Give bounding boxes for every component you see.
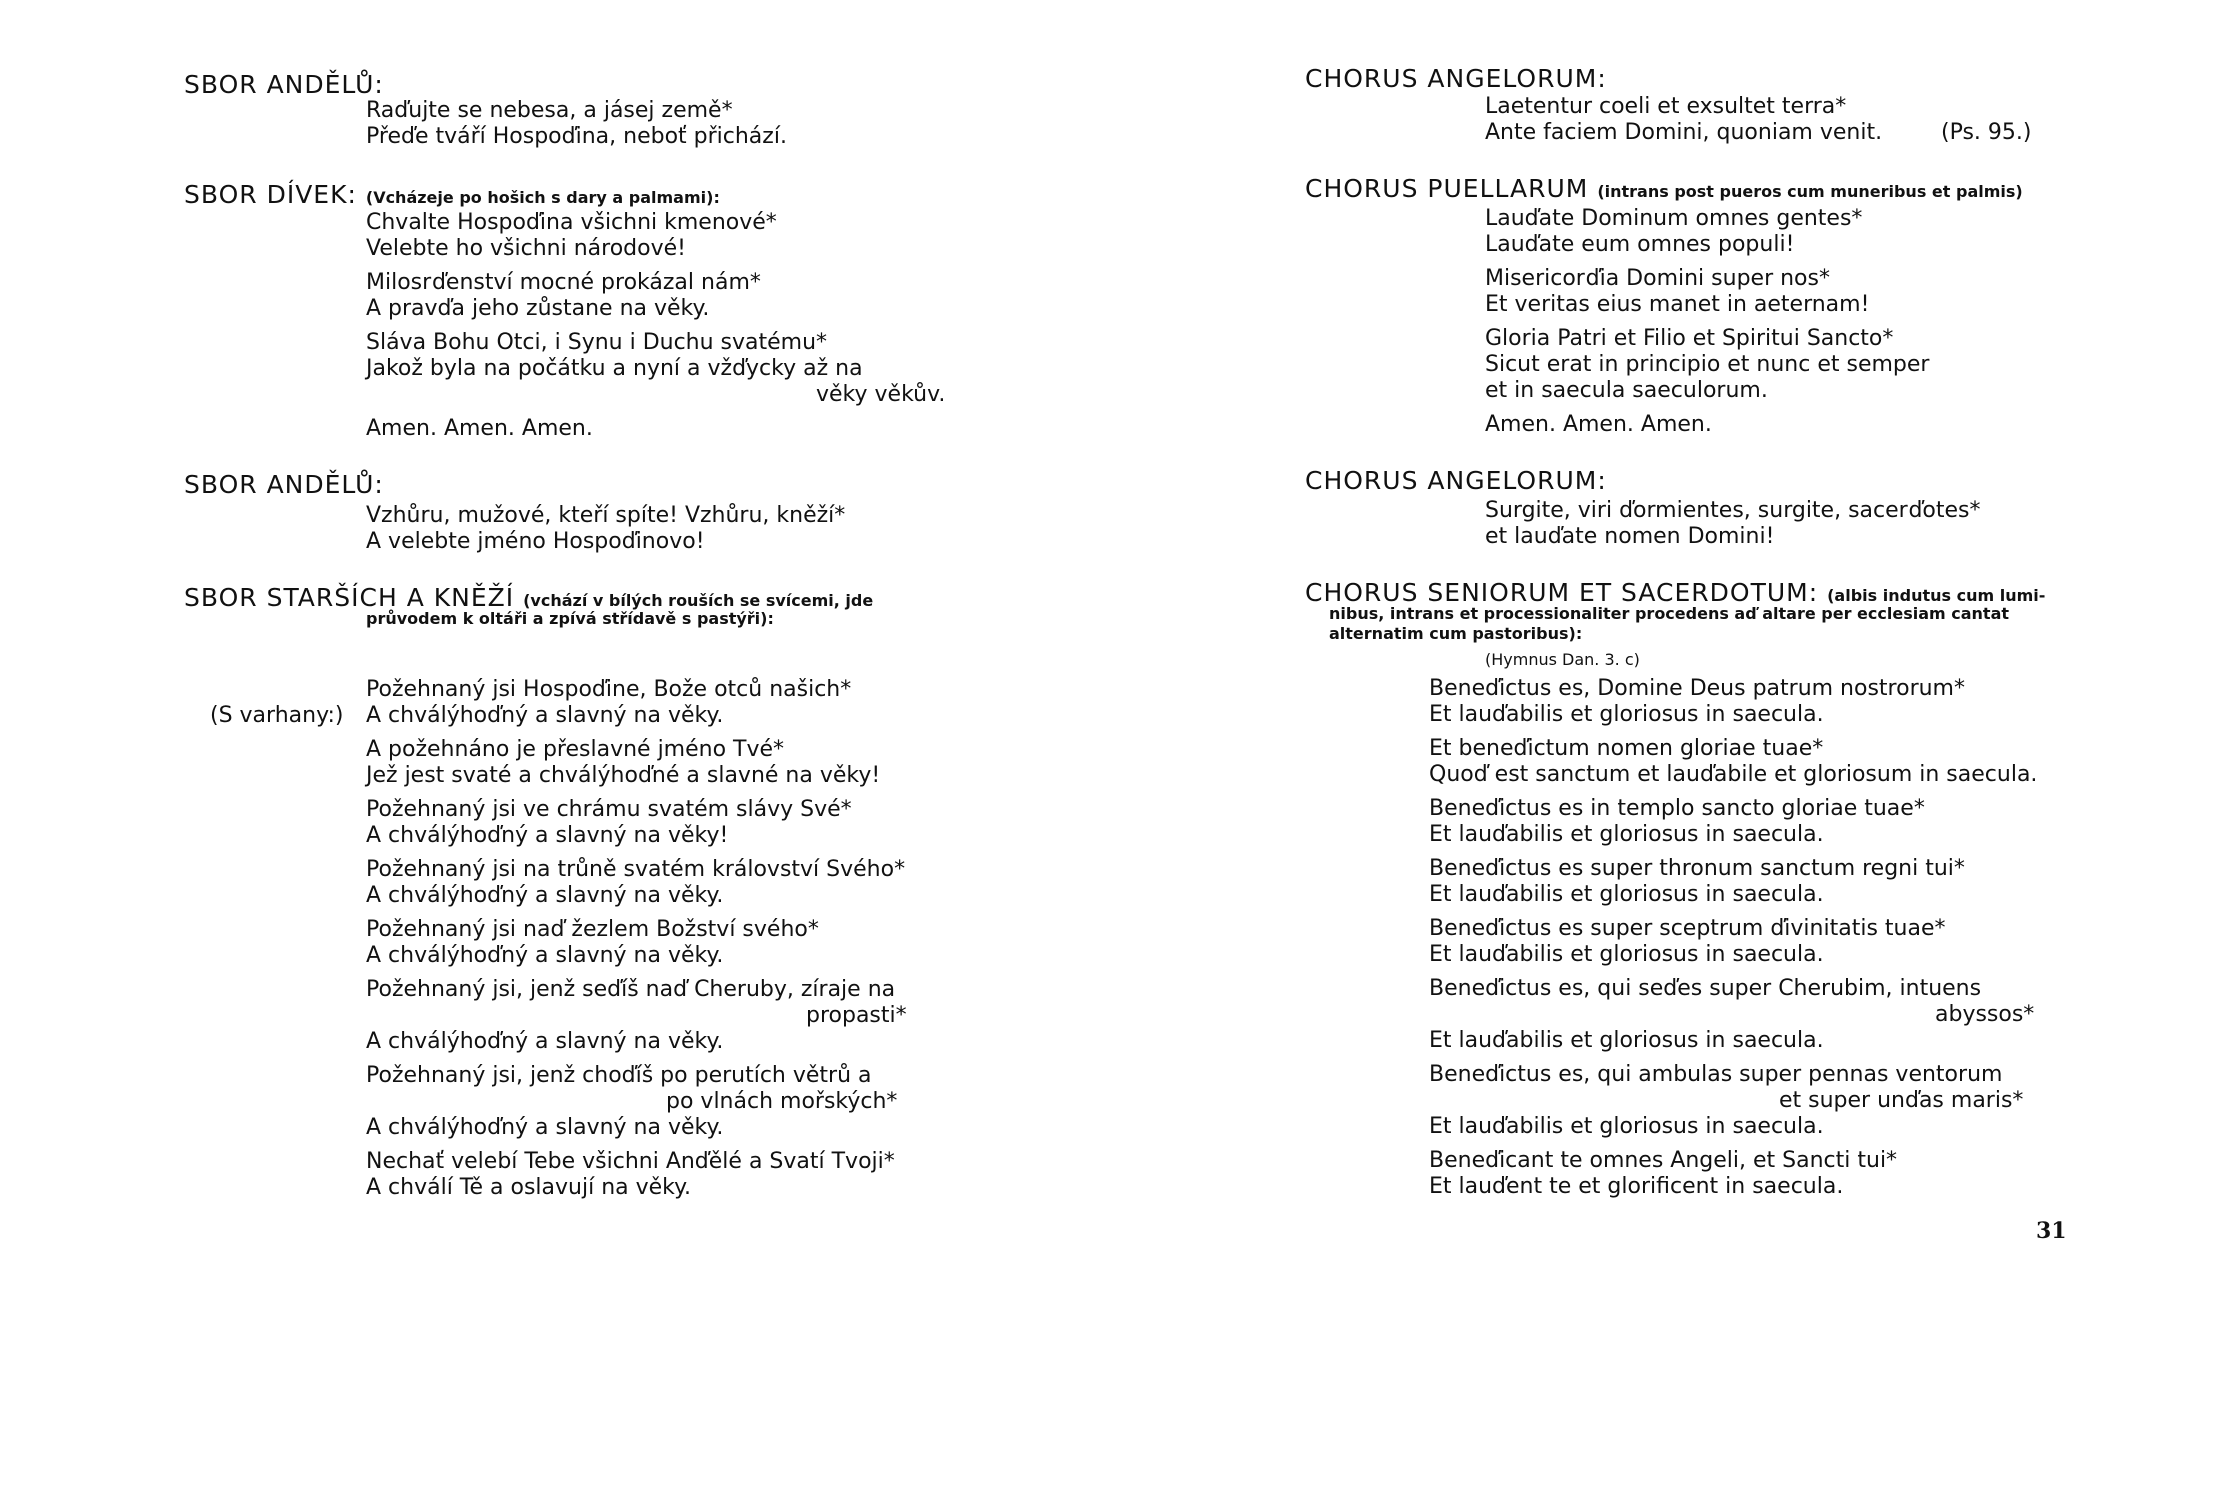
verse-line: Et lauďent te et glorificent in saecula. — [1429, 1174, 1844, 1199]
verse-line: Požehnaný jsi naď žezlem Božství svého* — [366, 917, 819, 942]
verse-line: et in saecula saeculorum. — [1485, 378, 1768, 403]
stage-direction: (albis indutus cum lumi- — [1827, 586, 2046, 605]
verse-line: Laetentur coeli et exsultet terra* — [1485, 94, 1847, 119]
verse-line: Beneďictus es super sceptrum ďivinitatis tuae* — [1429, 916, 1946, 941]
verse-line: et lauďate nomen Domini! — [1485, 524, 1775, 549]
verse-line: A chválýhoďný a slavný na věky. — [366, 1115, 724, 1140]
verse-line: Přeďe tváří Hospoďina, neboť přichází. — [366, 124, 787, 149]
verse-line: Sicut erat in principio et nunc et semper — [1485, 352, 1930, 377]
verse-line: Amen. Amen. Amen. — [1485, 412, 1712, 437]
stage-direction: alternatim cum pastoribus): — [1329, 624, 1583, 643]
heading-text: CHORUS PUELLARUM — [1305, 174, 1589, 203]
organ-note: (S varhany:) — [210, 703, 344, 728]
stage-direction: nibus, intrans et processionaliter procedens aď altare per ecclesiam cantat — [1329, 604, 2010, 623]
section-heading — [184, 583, 873, 612]
verse-line: Et lauďabilis et gloriosus in saecula. — [1429, 942, 1824, 967]
verse-line: Beneďicant te omnes Angeli, et Sancti tui* — [1429, 1148, 1898, 1173]
section-heading: CHORUS ANGELORUM: — [1305, 64, 1607, 93]
verse-line: Beneďictus es, Domine Deus patrum nostrorum* — [1429, 676, 1965, 701]
section-heading — [1305, 174, 2023, 203]
verse-line: Ante faciem Domini, quoniam venit. — [1485, 120, 1883, 145]
verse-line: Požehnaný jsi Hospoďine, Bože otců našich* — [366, 677, 852, 702]
section-heading — [1305, 578, 2045, 607]
verse-line: Požehnaný jsi na trůně svatém království Svého* — [366, 857, 906, 882]
stage-direction: (intrans post pueros cum muneribus et palmis) — [1597, 182, 2023, 201]
verse-line: věky věkův. — [816, 382, 946, 407]
heading-text: SBOR STARŠÍCH A KNĚŽÍ — [184, 583, 515, 612]
section-heading: SBOR ANDĚLŮ: — [184, 70, 384, 99]
verse-line: Beneďictus es, qui seďes super Cherubim, intuens — [1429, 976, 1982, 1001]
verse-line: Raďujte se nebesa, a jásej země* — [366, 98, 733, 123]
verse-line: Et veritas eius manet in aeternam! — [1485, 292, 1870, 317]
verse-line: Et lauďabilis et gloriosus in saecula. — [1429, 882, 1824, 907]
verse-line: Beneďictus es in templo sancto gloriae tuae* — [1429, 796, 1925, 821]
verse-line: Jakož byla na počátku a nyní a vžďycky až na — [366, 356, 863, 381]
verse-line: A velebte jméno Hospoďinovo! — [366, 529, 705, 554]
verse-line: Et lauďabilis et gloriosus in saecula. — [1429, 702, 1824, 727]
verse-line: Quoď est sanctum et lauďabile et gloriosum in saecula. — [1429, 762, 2038, 787]
verse-line: Nechať velebí Tebe všichni Anďělé a Svatí Tvoji* — [366, 1149, 895, 1174]
verse-line: A požehnáno je přeslavné jméno Tvé* — [366, 737, 785, 762]
verse-line: Beneďictus es super thronum sanctum regni tui* — [1429, 856, 1965, 881]
verse-line: Požehnaný jsi ve chrámu svatém slávy Své* — [366, 797, 852, 822]
verse-line: et super unďas maris* — [1779, 1088, 2024, 1113]
verse-line: Et lauďabilis et gloriosus in saecula. — [1429, 1114, 1824, 1139]
verse-line: Amen. Amen. Amen. — [366, 416, 593, 441]
verse-line: abyssos* — [1935, 1002, 2035, 1027]
verse-line: Velebte ho všichni národové! — [366, 236, 686, 261]
verse-line: A chválýhoďný a slavný na věky. — [366, 883, 724, 908]
verse-line: A chválí Tě a oslavují na věky. — [366, 1175, 692, 1200]
verse-line: Lauďate Dominum omnes gentes* — [1485, 206, 1863, 231]
verse-line: po vlnách mořských* — [666, 1089, 898, 1114]
heading-text: SBOR DÍVEK: — [184, 180, 357, 209]
verse-line: Et lauďabilis et gloriosus in saecula. — [1429, 1028, 1824, 1053]
verse-line: Milosrďenství mocné prokázal nám* — [366, 270, 761, 295]
verse-line: Surgite, viri ďormientes, surgite, sacerďotes* — [1485, 498, 1981, 523]
stage-direction: (Vcházeje po hošich s dary a palmami): — [365, 188, 720, 207]
verse-line: Požehnaný jsi, jenž seďíš naď Cheruby, zíraje na — [366, 977, 896, 1002]
psalm-reference: (Ps. 95.) — [1941, 120, 2032, 145]
hymn-reference: (Hymnus Dan. 3. c) — [1485, 650, 1640, 669]
heading-text: CHORUS SENIORUM ET SACERDOTUM: — [1305, 578, 1819, 607]
verse-line: Chvalte Hospoďina všichni kmenové* — [366, 210, 777, 235]
section-heading: CHORUS ANGELORUM: — [1305, 466, 1607, 495]
section-heading: SBOR ANDĚLŮ: — [184, 470, 384, 499]
verse-line: A chválýhoďný a slavný na věky! — [366, 823, 729, 848]
verse-line: Vzhůru, mužové, kteří spíte! Vzhůru, kněží* — [366, 503, 846, 528]
stage-direction: (vchází v bílých rouších se svícemi, jde — [523, 591, 874, 610]
verse-line: A chválýhoďný a slavný na věky. — [366, 1029, 724, 1054]
verse-line: Jež jest svaté a chválýhoďné a slavné na věky! — [366, 763, 881, 788]
verse-line: Sláva Bohu Otci, i Synu i Duchu svatému* — [366, 330, 828, 355]
verse-line: Gloria Patri et Filio et Spiritui Sancto* — [1485, 326, 1894, 351]
verse-line: Et lauďabilis et gloriosus in saecula. — [1429, 822, 1824, 847]
right-page — [1115, 0, 2230, 1500]
verse-line: propasti* — [806, 1003, 907, 1028]
stage-direction: průvodem k oltáři a zpívá střídavě s pastýři): — [366, 609, 774, 628]
verse-line: A pravďa jeho zůstane na věky. — [366, 296, 710, 321]
page-number: 31 — [2036, 1218, 2067, 1244]
verse-line: Beneďictus es, qui ambulas super pennas ventorum — [1429, 1062, 2003, 1087]
verse-line: Et beneďictum nomen gloriae tuae* — [1429, 736, 1824, 761]
verse-line: Lauďate eum omnes populi! — [1485, 232, 1795, 257]
verse-line: Požehnaný jsi, jenž choďíš po perutích větrů a — [366, 1063, 872, 1088]
verse-line: A chválýhoďný a slavný na věky. — [366, 703, 724, 728]
verse-line: A chválýhoďný a slavný na věky. — [366, 943, 724, 968]
section-heading — [184, 180, 720, 209]
verse-line: Misericorďia Domini super nos* — [1485, 266, 1830, 291]
